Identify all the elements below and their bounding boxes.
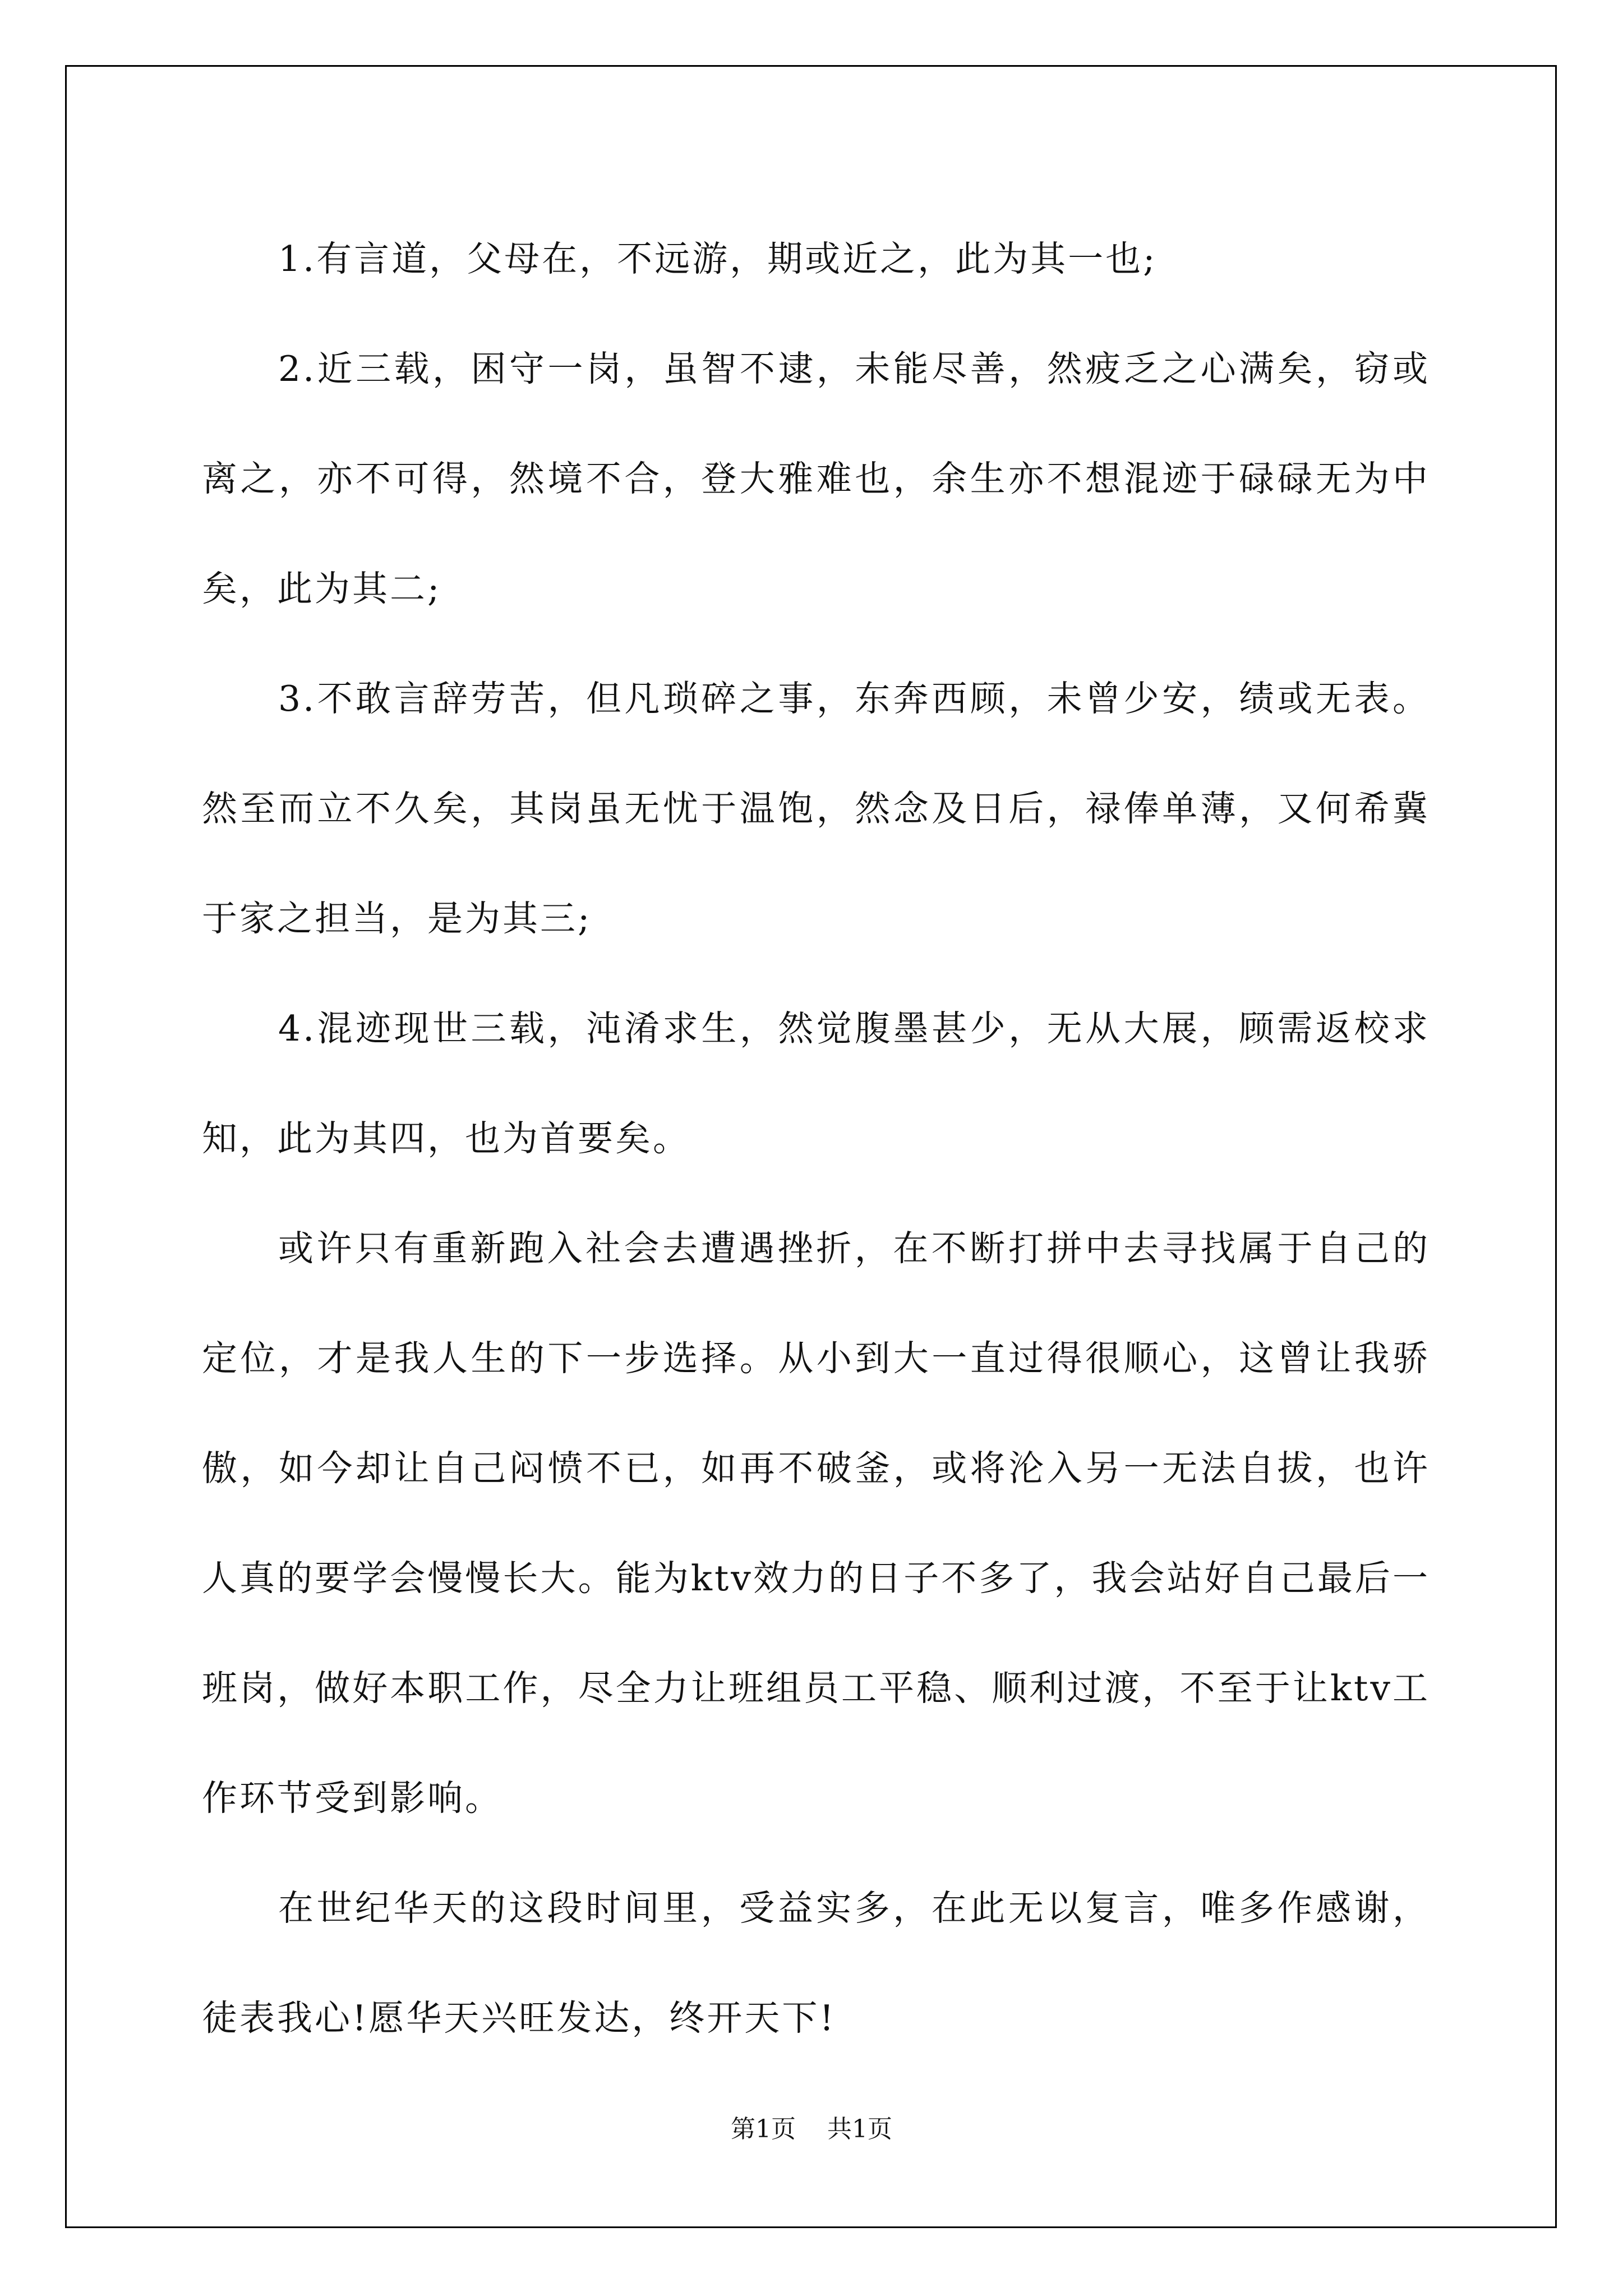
paragraph-4: 4.混迹现世三载，沌淆求生，然觉腹墨甚少，无从大展，顾需返校求知，此为其四，也为首要矣。 (202, 1008, 1430, 1159)
paragraph-1: 1.有言道，父母在，不远游，期或近之，此为其一也; (278, 238, 1158, 279)
page-number-total: 共1页 (827, 2115, 892, 2143)
document-body (202, 204, 1430, 2073)
page-footer (0, 2113, 1623, 2146)
page-number-current: 第1页 (731, 2115, 796, 2143)
paragraph-3: 3.不敢言辞劳苦，但凡琐碎之事，东奔西顾，未曾少安，绩或无表。然至而立不久矣，其岗虽无忧于温饱，然念及日后，禄俸单薄，又何希冀于家之担当，是为其三; (202, 678, 1430, 939)
paragraph-2: 2.近三载，困守一岗，虽智不逮，未能尽善，然疲乏之心满矣，窃或离之，亦不可得，然境不合，登大雅难也，余生亦不想混迹于碌碌无为中矣，此为其二; (202, 348, 1430, 609)
paragraph-6: 在世纪华天的这段时间里，受益实多，在此无以复言，唯多作感谢，徒表我心!愿华天兴旺发达，终开天下! (202, 1888, 1430, 2039)
paragraph-5: 或许只有重新跑入社会去遭遇挫折，在不断打拼中去寻找属于自己的定位，才是我人生的下一步选择。从小到大一直过得很顺心，这曾让我骄傲，如今却让自己闷愤不已，如再不破釜，或将沦入另一无法自拔，也许人真的要学会慢慢长大。能为ktv效力的日子不多了，我会站好自己最后一班岗，做好本职工作，尽全力让班组员工平稳、顺利过渡，不至于让ktv工作环节受到影响。 (202, 1228, 1430, 1819)
